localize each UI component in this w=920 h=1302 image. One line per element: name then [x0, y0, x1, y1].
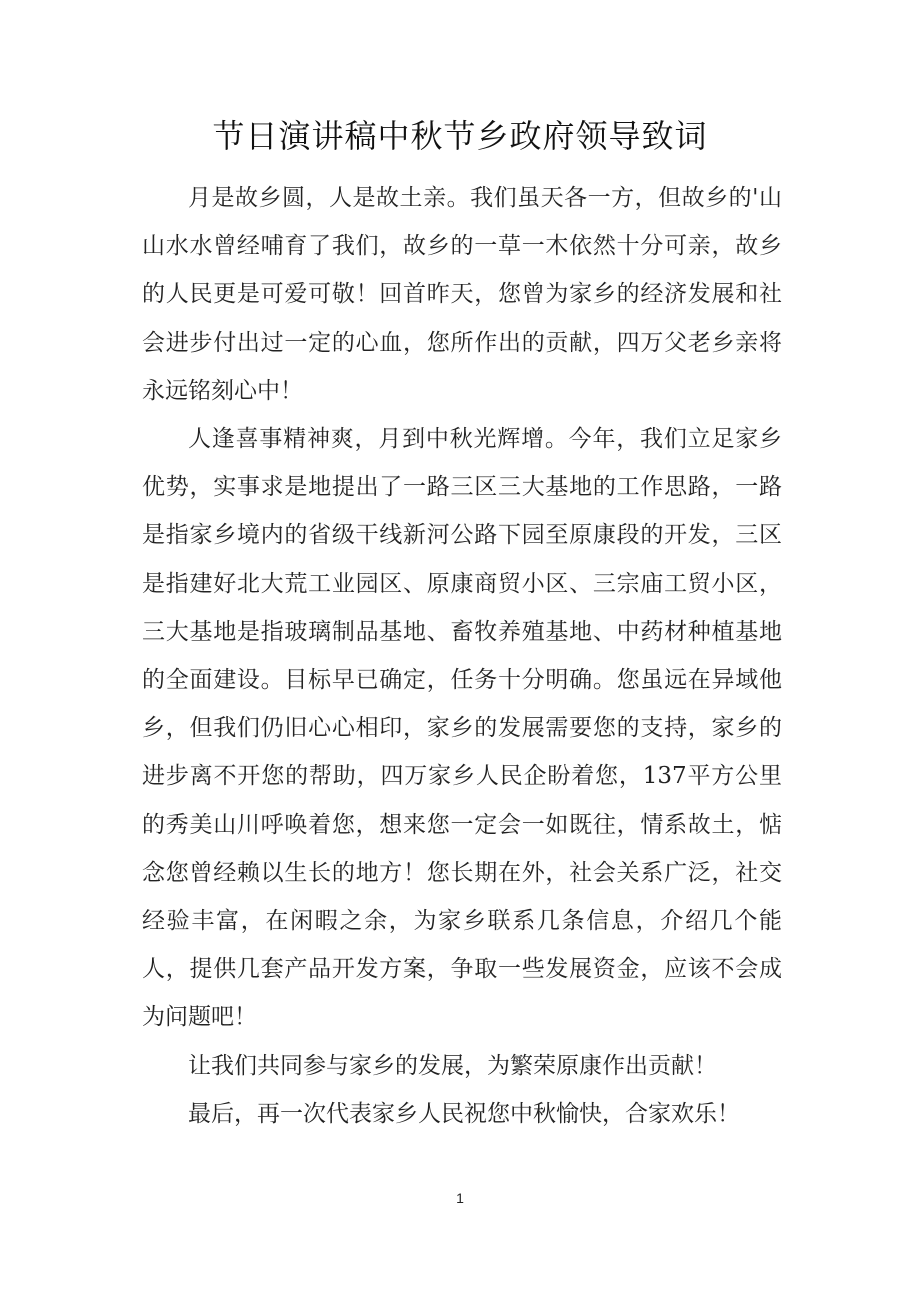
document-body — [142, 174, 782, 1138]
paragraph-2: 人逢喜事精神爽，月到中秋光辉增。今年，我们立足家乡优势，实事求是地提出了一路三区三大基地的工作思路，一路是指家乡境内的省级干线新河公路下园至原康段的开发，三区是指建好北大荒工业园区、原康商贸小区、三宗庙工贸小区，三大基地是指玻璃制品基地、畜牧养殖基地、中药材种植基地的全面建设。目标早已确定，任务十分明确。您虽远在异域他乡，但我们仍旧心心相印，家乡的发展需要您的支持，家乡的进步离不开您的帮助，四万家乡人民企盼着您，137平方公里的秀美山川呼唤着您，想来您一定会一如既往，情系故土，惦念您曾经赖以生长的地方！您长期在外，社会关系广泛，社交经验丰富，在闲暇之余，为家乡联系几条信息，介绍几个能人，提供几套产品开发方案，争取一些发展资金，应该不会成为问题吧！ — [142, 426, 782, 1031]
page-number: 1 — [456, 1190, 464, 1206]
paragraph-4: 最后，再一次代表家乡人民祝您中秋愉快，合家欢乐！ — [188, 1100, 740, 1127]
paragraph-3: 让我们共同参与家乡的发展，为繁荣原康作出贡献！ — [188, 1052, 717, 1079]
paragraph-1: 月是故乡圆，人是故土亲。我们虽天各一方，但故乡的'山山水水曾经哺育了我们，故乡的一草一木依然十分可亲，故乡的人民更是可爱可敬！回首昨天，您曾为家乡的经济发展和社会进步付出过一定的心血，您所作出的贡献，四万父老乡亲将永远铭刻心中！ — [142, 185, 782, 404]
document-title: 节日演讲稿中秋节乡政府领导致词 — [212, 117, 708, 155]
